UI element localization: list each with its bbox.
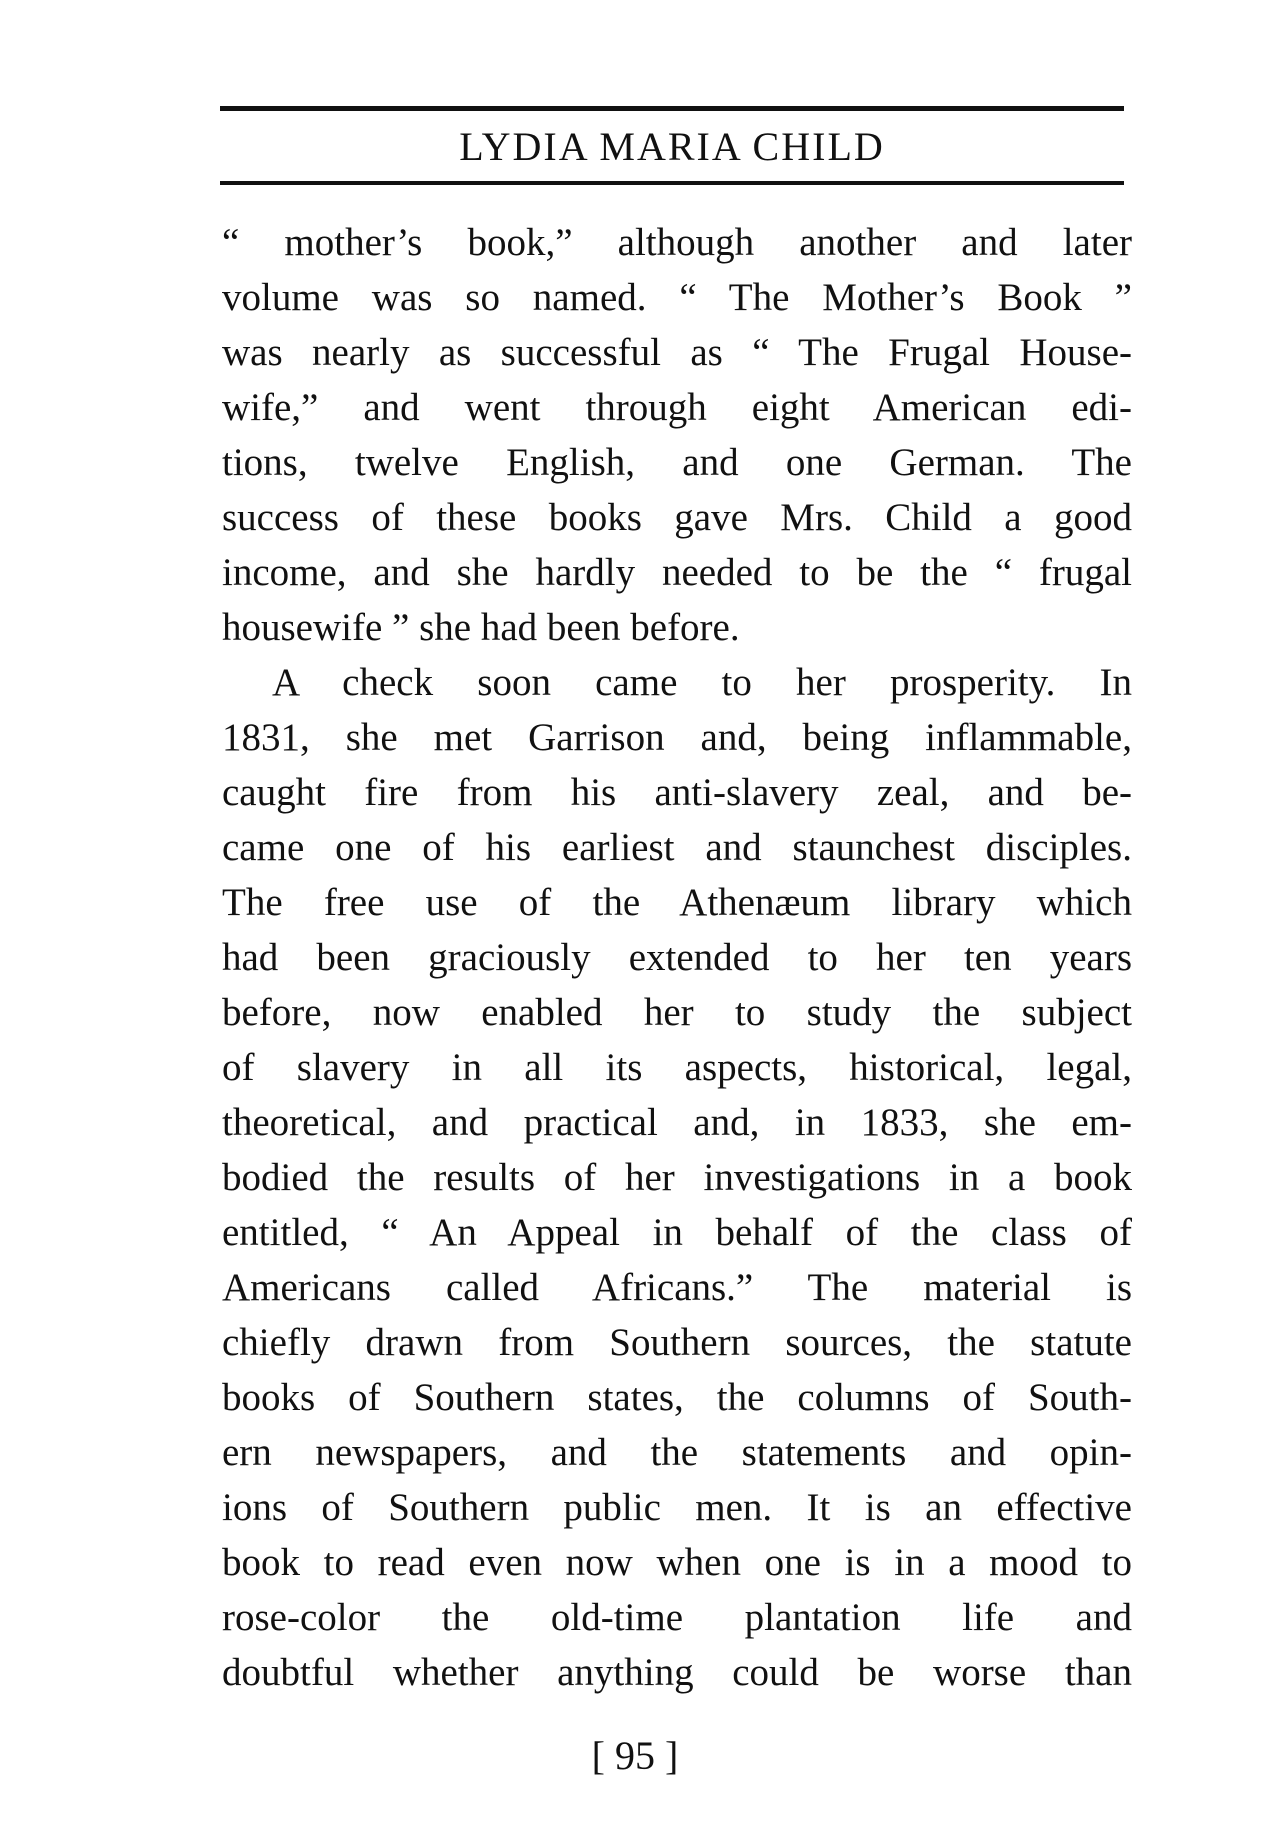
text-line: volume was so named. “ The Mother’s Book ” [222,276,1132,319]
text-line: tions, twelve English, and one German. The [222,441,1132,484]
page-number: [ 95 ] [591,1733,679,1778]
text-line: “ mother’s book,” although another and later [222,221,1132,264]
header-top-rule [220,106,1124,111]
text-line: book to read even now when one is in a mood to [222,1541,1132,1584]
text-line: books of Southern states, the columns of South- [222,1376,1132,1419]
text-line: The free use of the Athenæum library which [222,881,1132,924]
header-bottom-rule [220,181,1124,185]
text-line: housewife ” she had been before. [222,606,740,649]
text-line: came one of his earliest and staunchest disciples. [222,826,1132,869]
text-line: income, and she hardly needed to be the “ frugal [222,551,1132,594]
text-line: theoretical, and practical and, in 1833, she em- [222,1101,1132,1144]
paragraph-1 [222,215,1132,655]
text-line: before, now enabled her to study the subject [222,991,1132,1034]
text-line: chiefly drawn from Southern sources, the statute [222,1321,1132,1364]
text-line: entitled, “ An Appeal in behalf of the class of [222,1211,1132,1254]
text-line: had been graciously extended to her ten years [222,936,1132,979]
text-line: ions of Southern public men. It is an effective [222,1486,1132,1529]
text-line: wife,” and went through eight American edi- [222,386,1132,429]
text-line: 1831, she met Garrison and, being inflammable, [222,716,1132,759]
text-line: of slavery in all its aspects, historical, legal, [222,1046,1132,1089]
text-line: caught fire from his anti-slavery zeal, and be- [222,771,1132,814]
paragraph-2 [222,655,1132,1700]
body-text [222,215,1132,1700]
text-line: bodied the results of her investigations in a book [222,1156,1132,1199]
text-line: rose-color the old-time plantation life and [222,1596,1132,1639]
text-line: ern newspapers, and the statements and opin- [222,1431,1132,1474]
text-line: doubtful whether anything could be worse than [222,1651,1132,1694]
text-line: Americans called Africans.” The material is [222,1266,1132,1309]
text-line: A check soon came to her prosperity. In [272,661,1132,704]
text-line: was nearly as successful as “ The Frugal House- [222,331,1132,374]
text-line: success of these books gave Mrs. Child a good [222,496,1132,539]
running-title: LYDIA MARIA CHILD [459,124,885,169]
